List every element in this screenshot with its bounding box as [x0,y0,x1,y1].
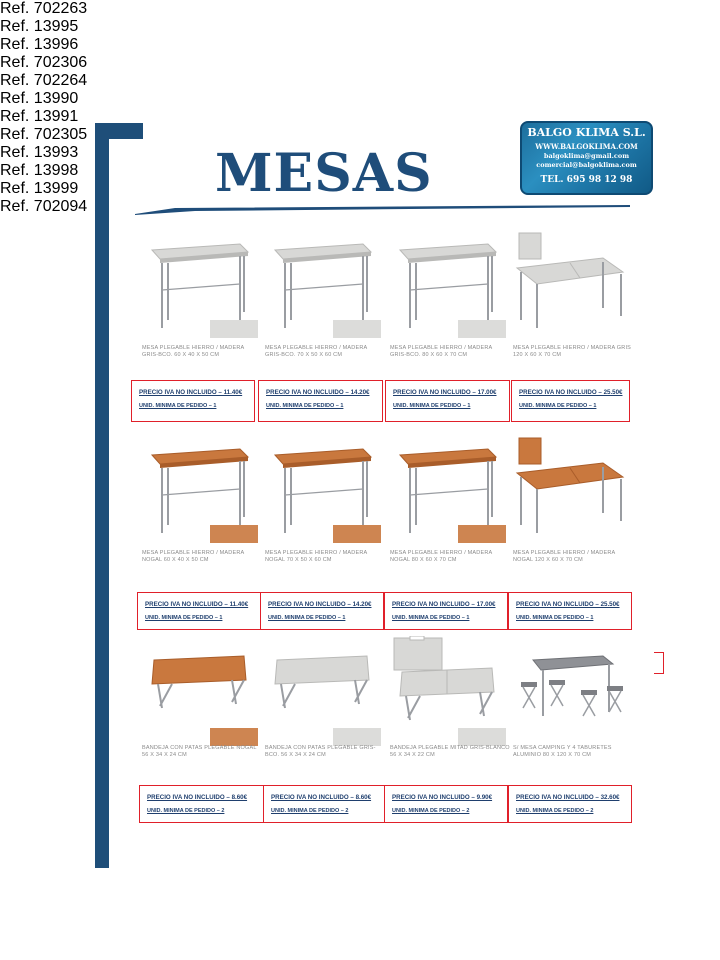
product-image [263,433,383,543]
product-name: MESA PLEGABLE HIERRO / MADERA GRIS-BCO. 70 X 50 X 60 CM [265,345,368,358]
price-link[interactable]: PRECIO IVA NO INCLUIDO – 17.00€ [392,601,496,608]
price-box [260,592,384,630]
price-link[interactable]: PRECIO IVA NO INCLUIDO – 8.60€ [271,794,372,801]
product-name: MESA PLEGABLE HIERRO / MADERA NOGAL 80 X 60 X 70 CM [390,550,493,563]
price-box [263,785,385,823]
product-ref: Ref. 702263 [0,0,88,17]
table-product-illustration [388,433,506,543]
price-box [385,380,510,422]
product-ref: Ref. 13996 [0,36,79,53]
min-order-link[interactable]: UNID. MINIMA DE PEDIDO – 2 [516,808,594,814]
product-image [511,228,631,338]
price-box [137,592,261,630]
company-logo [520,121,653,195]
product-ref: Ref. 702306 [0,54,88,71]
table-product-illustration [511,228,629,338]
product-name: BANDEJA CON PATAS PLEGABLE GRIS-BCO. 56 X 34 X 24 CM [265,745,376,758]
min-order-link[interactable]: UNID. MINIMA DE PEDIDO – 1 [145,615,223,621]
table-product-illustration [263,636,381,746]
min-order-link[interactable]: UNID. MINIMA DE PEDIDO – 1 [139,403,217,409]
min-order-link[interactable]: UNID. MINIMA DE PEDIDO – 1 [392,615,470,621]
price-link[interactable]: PRECIO IVA NO INCLUIDO – 25.50€ [519,389,623,396]
logo-website: WWW.BALGOKLIMA.COM [535,142,638,151]
product-name: BANDEJA CON PATAS PLEGABLE NOGAL 56 X 34 X 24 CM [142,745,257,758]
price-box [508,785,632,823]
table-product-illustration [140,636,258,746]
min-order-link[interactable]: UNID. MINIMA DE PEDIDO – 2 [147,808,225,814]
price-box [511,380,630,422]
price-link[interactable]: PRECIO IVA NO INCLUIDO – 14.20€ [266,389,370,396]
logo-company-name: BALGO KLIMA S.L. [527,126,646,139]
min-order-link[interactable]: UNID. MINIMA DE PEDIDO – 2 [392,808,470,814]
product-name: S/ MESA CAMPING Y 4 TABURETES ALUMINIO 80 X 120 X 70 CM [513,745,612,758]
logo-email-2: comercial@balgoklima.com [536,161,637,169]
price-link[interactable]: PRECIO IVA NO INCLUIDO – 11.40€ [139,389,243,396]
price-box [139,785,264,823]
price-box [384,592,508,630]
title-underline-bar [135,205,630,215]
product-name: MESA PLEGABLE HIERRO / MADERA GRIS 120 X 60 X 70 CM [513,345,632,358]
table-product-illustration [388,636,506,746]
product-image [388,228,508,338]
min-order-link[interactable]: UNID. MINIMA DE PEDIDO – 1 [266,403,344,409]
product-image [140,228,260,338]
product-image [388,433,508,543]
product-image [511,636,631,746]
price-link[interactable]: PRECIO IVA NO INCLUIDO – 32.60€ [516,794,620,801]
product-ref: Ref. 13990 [0,90,79,107]
table-product-illustration [140,228,258,338]
price-box [508,592,632,630]
table-product-illustration [388,228,506,338]
product-ref: Ref. 13998 [0,162,79,179]
product-image [388,636,508,746]
product-image [263,228,383,338]
product-name: MESA PLEGABLE HIERRO / MADERA NOGAL 70 X 50 X 60 CM [265,550,368,563]
price-link[interactable]: PRECIO IVA NO INCLUIDO – 25.50€ [516,601,620,608]
product-ref: Ref. 13999 [0,180,79,197]
table-product-illustration [263,228,381,338]
product-image [140,433,260,543]
table-product-illustration [511,433,629,543]
page-title: MESAS [215,143,433,204]
table-product-illustration [263,433,381,543]
table-product-illustration [511,636,629,746]
product-image [511,433,631,543]
product-ref: Ref. 702264 [0,72,88,89]
price-link[interactable]: PRECIO IVA NO INCLUIDO – 14.20€ [268,601,372,608]
product-name: MESA PLEGABLE HIERRO / MADERA GRIS-BCO. 60 X 40 X 50 CM [142,345,245,358]
decorative-bracket-side [95,123,109,868]
min-order-link[interactable]: UNID. MINIMA DE PEDIDO – 1 [268,615,346,621]
price-link[interactable]: PRECIO IVA NO INCLUIDO – 8.60€ [147,794,248,801]
min-order-link[interactable]: UNID. MINIMA DE PEDIDO – 2 [271,808,349,814]
product-ref: Ref. 702094 [0,198,88,215]
product-ref: Ref. 13991 [0,108,79,125]
product-ref: Ref. 13995 [0,18,79,35]
product-ref: Ref. 702305 [0,126,88,143]
price-link[interactable]: PRECIO IVA NO INCLUIDO – 9.90€ [392,794,493,801]
price-link[interactable]: PRECIO IVA NO INCLUIDO – 11.40€ [145,601,249,608]
min-order-link[interactable]: UNID. MINIMA DE PEDIDO – 1 [393,403,471,409]
stray-red-box-fragment [654,652,664,674]
product-image [263,636,383,746]
price-box [258,380,383,422]
product-name: MESA PLEGABLE HIERRO / MADERA NOGAL 60 X 40 X 50 CM [142,550,245,563]
logo-email-1: balgoklima@gmail.com [543,152,630,160]
price-box [384,785,508,823]
product-name: MESA PLEGABLE HIERRO / MADERA NOGAL 120 X 60 X 70 CM [513,550,616,563]
min-order-link[interactable]: UNID. MINIMA DE PEDIDO – 1 [516,615,594,621]
product-name: BANDEJA PLEGABLE MITAD GRIS-BLANCO 56 X 34 X 22 CM [390,745,510,758]
product-name: MESA PLEGABLE HIERRO / MADERA GRIS-BCO. 80 X 60 X 70 CM [390,345,493,358]
price-box [131,380,255,422]
price-link[interactable]: PRECIO IVA NO INCLUIDO – 17.00€ [393,389,497,396]
table-product-illustration [140,433,258,543]
min-order-link[interactable]: UNID. MINIMA DE PEDIDO – 1 [519,403,597,409]
product-image [140,636,260,746]
logo-phone: TEL. 695 98 12 98 [540,175,633,185]
product-ref: Ref. 13993 [0,144,79,161]
